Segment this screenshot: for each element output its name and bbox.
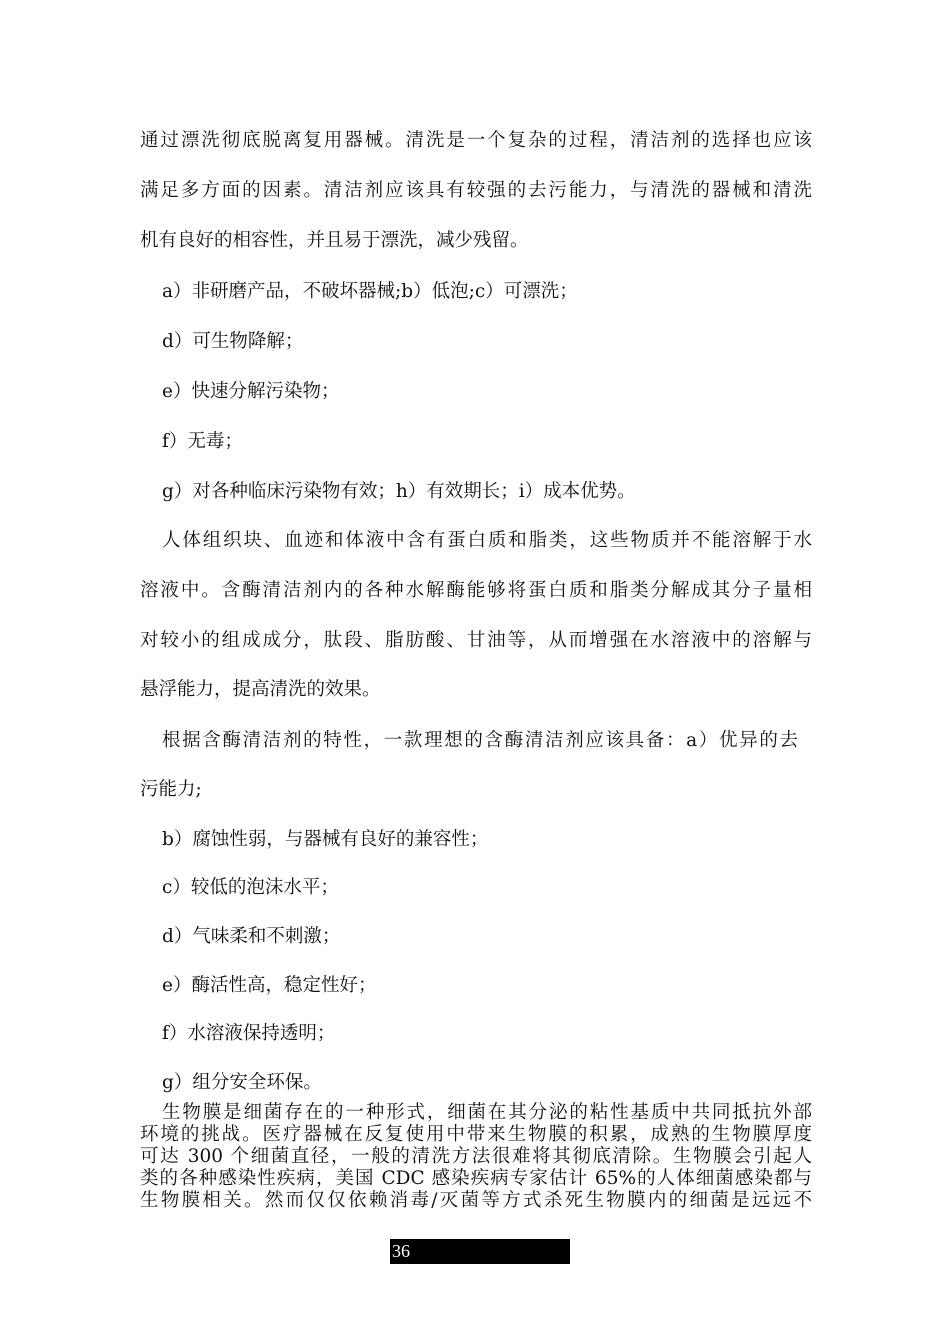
page-number: 36 <box>390 1239 570 1264</box>
para4-line-4: 类的各种感染性疾病，美国 CDC 感染疾病专家估计 65%的人体细菌感染都与 <box>140 1168 812 1189</box>
para2-line-3: 对较小的组成成分，肽段、脂肪酸、甘油等，从而增强在水溶液中的溶解与 <box>140 630 812 651</box>
para4-line-5: 生物膜相关。然而仅仅依赖消毒/灭菌等方式杀死生物膜内的细菌是远远不 <box>140 1190 812 1211</box>
list1-item-g: g）对各种临床污染物有效；h）有效期长；i）成本优势。 <box>162 481 636 502</box>
list2-item-e: e）酶活性高，稳定性好； <box>162 975 377 996</box>
para1-line-3: 机有良好的相容性，并且易于漂洗，减少残留。 <box>140 230 529 251</box>
para1-line-1: 通过漂洗彻底脱离复用器械。清洗是一个复杂的过程，清洁剂的选择也应该 <box>140 130 812 151</box>
list2-item-g: g）组分安全环保。 <box>162 1072 322 1093</box>
para4-line-3: 可达 300 个细菌直径，一般的清洗方法很难将其彻底清除。生物膜会引起人 <box>140 1146 812 1167</box>
list1-item-f: f）无毒； <box>162 431 243 452</box>
para2-line-2: 溶液中。含酶清洁剂内的各种水解酶能够将蛋白质和脂类分解成其分子量相 <box>140 580 812 601</box>
list2-item-c: c）较低的泡沫水平； <box>162 877 339 898</box>
list1-item-d: d）可生物降解； <box>162 331 304 352</box>
list2-item-b: b）腐蚀性弱，与器械有良好的兼容性； <box>162 829 489 850</box>
para2-line-4: 悬浮能力，提高清洗的效果。 <box>140 679 381 700</box>
para4-line-2: 环境的挑战。医疗器械在反复使用中带来生物膜的积累，成熟的生物膜厚度 <box>140 1124 812 1145</box>
para3-line-1: 根据含酶清洁剂的特性，一款理想的含酶清洁剂应该具备：a）优异的去 <box>162 730 798 751</box>
para4-line-1: 生物膜是细菌存在的一种形式，细菌在其分泌的粘性基质中共同抵抗外部 <box>162 1102 812 1123</box>
para1-line-2: 满足多方面的因素。清洁剂应该具有较强的去污能力，与清洗的器械和清洗 <box>140 180 812 201</box>
list1-item-e: e）快速分解污染物； <box>162 381 340 402</box>
para3-line-2: 污能力; <box>140 779 202 800</box>
para2-line-1: 人体组织块、血迹和体液中含有蛋白质和脂类，这些物质并不能溶解于水 <box>162 530 812 551</box>
list2-item-f: f）水溶液保持透明； <box>162 1023 336 1044</box>
list2-item-d: d）气味柔和不刺激； <box>162 926 341 947</box>
list1-item-a: a）非研磨产品，不破坏器械;b）低泡;c）可漂洗； <box>162 281 578 302</box>
